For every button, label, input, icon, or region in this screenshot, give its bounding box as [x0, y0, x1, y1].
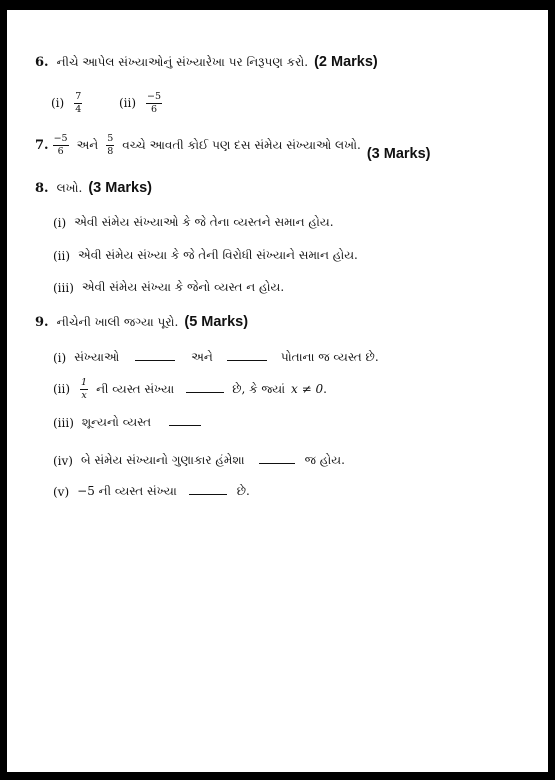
question-text: વચ્ચે આવતી કોઈ પણ દસ સંમેય સંખ્યાઓ લખો. — [122, 137, 361, 152]
marks-label: (2 Marks) — [314, 54, 378, 70]
q9-item-v — [53, 484, 250, 499]
item-label: (ii) — [53, 248, 71, 263]
fill-blank — [135, 360, 175, 361]
question-number: 9. — [35, 314, 49, 330]
marks-label: (5 Marks) — [184, 314, 249, 330]
item-label: (v) — [53, 484, 70, 499]
item-text: એવી સંમેય સંખ્યા કે જેનો વ્યસ્ત ન હોય. — [81, 280, 285, 294]
question-text: લખો. — [56, 180, 83, 195]
question-9 — [35, 314, 248, 330]
item-text-b: છે, કે જ્યાં — [232, 381, 286, 396]
item-label: (iv) — [53, 453, 73, 468]
question-8 — [35, 180, 152, 196]
marks-label: (3 Marks) — [88, 180, 153, 196]
numerator: 5 — [107, 133, 114, 144]
q6-item-i — [51, 92, 84, 114]
numerator: 1 — [81, 377, 88, 388]
fraction — [74, 92, 82, 114]
fill-blank — [227, 360, 267, 361]
worksheet-page — [7, 10, 548, 772]
period: . — [323, 382, 327, 396]
fill-blank — [259, 463, 295, 464]
numerator: −5 — [147, 91, 162, 102]
question-7 — [35, 133, 431, 162]
item-label: (iii) — [53, 415, 74, 430]
numerator: −5 — [53, 133, 68, 144]
q8-item-i — [53, 215, 334, 230]
item-text-c: પોતાના જ વ્યસ્ત છે. — [280, 350, 379, 364]
q9-item-ii — [53, 378, 327, 400]
question-6 — [35, 54, 378, 70]
question-text: નીચેની ખાલી જગ્યા પૂરો. — [56, 314, 179, 329]
denominator: 6 — [151, 103, 158, 115]
question-number: 7. — [35, 137, 49, 153]
item-text: એવી સંમેય સંખ્યાઓ કે જે તેના વ્યસ્તને સમાન હોય. — [74, 215, 334, 229]
item-label: (i) — [53, 215, 67, 230]
item-label: (i) — [51, 96, 65, 110]
numerator: 7 — [75, 91, 82, 102]
q8-item-ii — [53, 248, 358, 263]
item-text: એવી સંમેય સંખ્યા કે જે તેની વિરોધી સંખ્યાને સમાન હોય. — [78, 248, 358, 262]
denominator: x — [81, 389, 87, 401]
denominator: 8 — [107, 145, 114, 157]
denominator: 6 — [57, 145, 64, 157]
fraction-1 — [53, 134, 69, 156]
q8-item-iii — [53, 280, 284, 295]
item-text-b: છે. — [236, 484, 250, 498]
item-text-a: શૂન્યનો વ્યસ્ત — [81, 415, 152, 429]
fill-blank — [186, 392, 224, 393]
item-text-b: જ હોય. — [304, 453, 345, 467]
item-text-a: સંખ્યાઓ — [74, 350, 120, 364]
fill-blank — [189, 494, 227, 495]
fraction — [146, 92, 162, 114]
question-text: નીચે આપેલ સંખ્યાઓનું સંખ્યારેખા પર નિરૂપણ કરો. — [56, 54, 309, 69]
fraction-2 — [106, 134, 114, 156]
marks-label: (3 Marks) — [366, 146, 431, 162]
question-number: 6. — [35, 54, 49, 70]
item-text-a: −5 ની વ્યસ્ત સંખ્યા — [77, 484, 177, 498]
item-text-a: બે સંમેય સંખ્યાનો ગુણાકાર હંમેશા — [80, 453, 245, 467]
denominator: 4 — [75, 103, 82, 115]
question-number: 8. — [35, 180, 49, 196]
item-text-a: ની વ્યસ્ત સંખ્યા — [96, 381, 175, 396]
fill-blank — [169, 425, 201, 426]
q9-item-iv — [53, 453, 345, 468]
item-label: (ii) — [119, 96, 137, 110]
q9-item-iii — [53, 415, 211, 430]
q6-item-ii — [119, 92, 164, 114]
q9-item-i — [53, 350, 379, 365]
fraction — [80, 378, 88, 400]
item-label: (iii) — [53, 280, 74, 295]
and-word: અને — [76, 137, 99, 152]
item-label: (ii) — [53, 382, 71, 396]
item-label: (i) — [53, 350, 67, 365]
item-text-b: અને — [191, 350, 213, 364]
condition: x ≠ 0 — [291, 382, 324, 396]
